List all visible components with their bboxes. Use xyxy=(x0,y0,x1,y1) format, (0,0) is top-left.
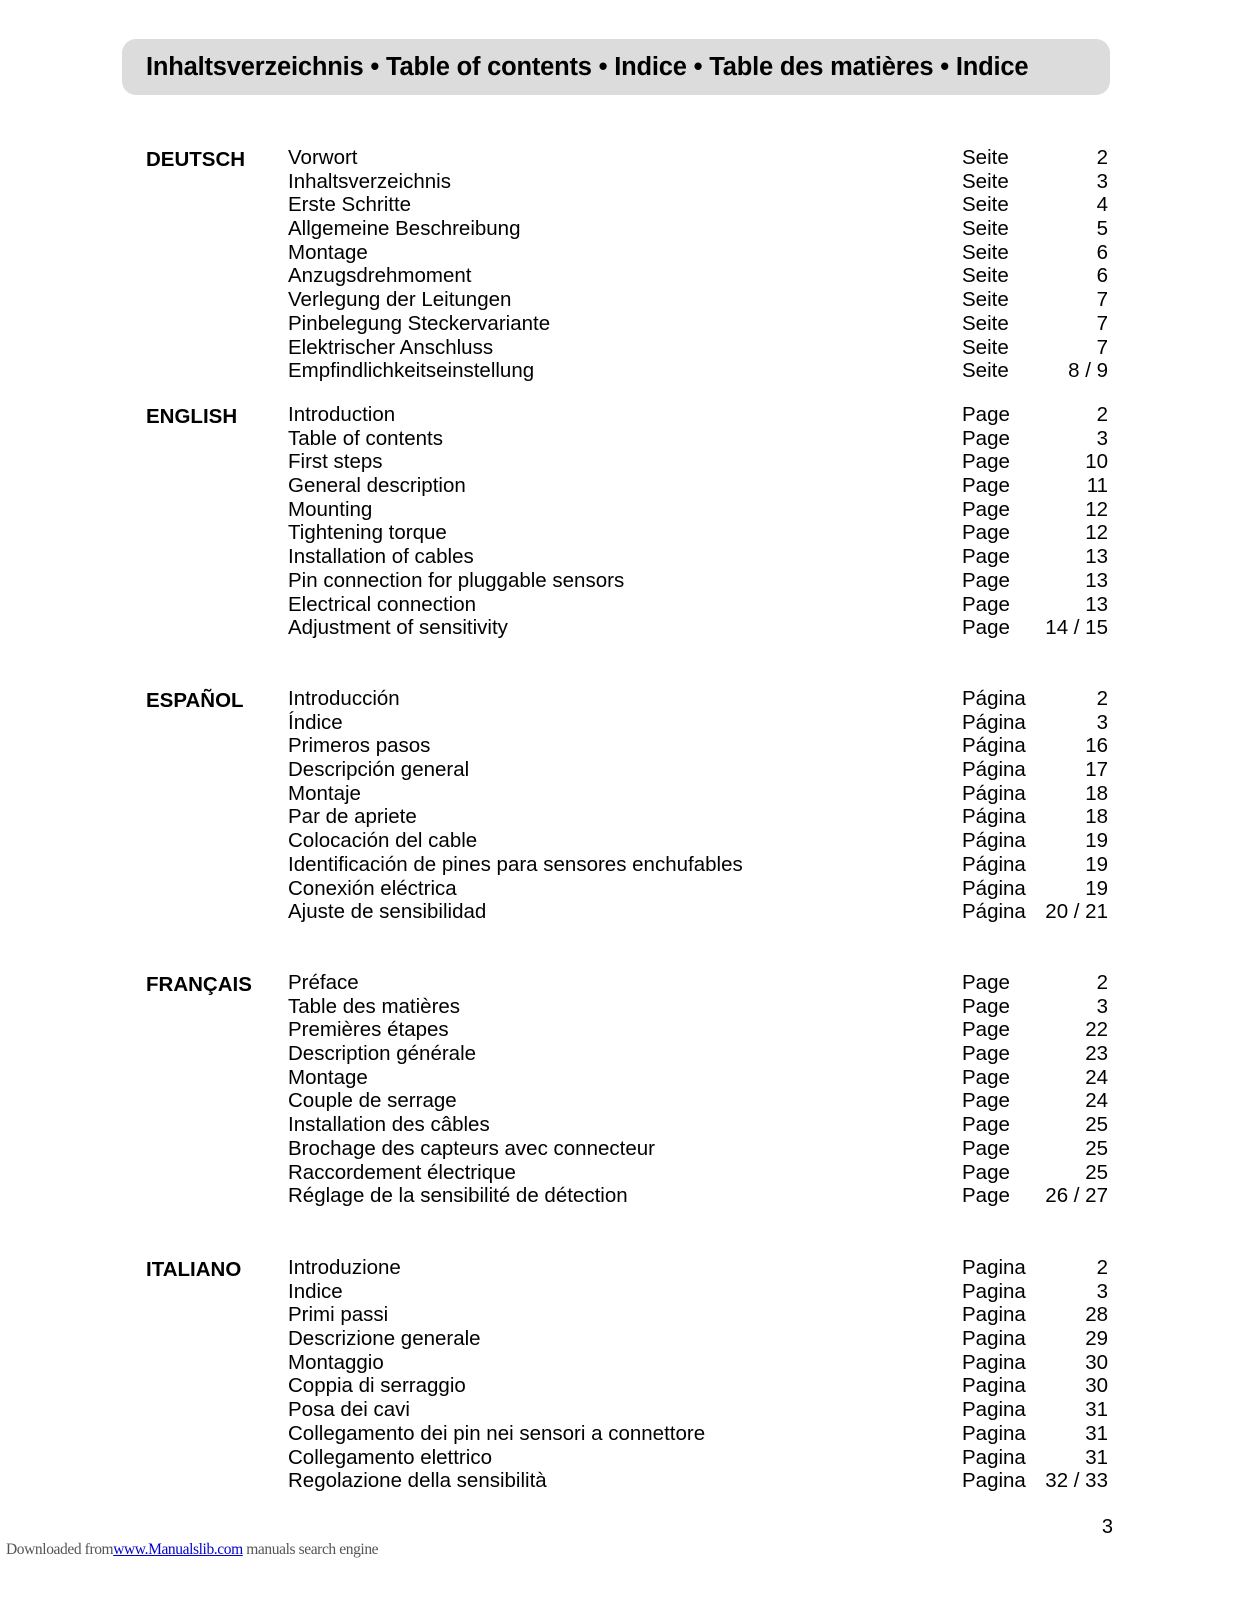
entry-page-number: 4 xyxy=(1096,193,1108,217)
entry-page-label: Página xyxy=(962,781,1026,805)
section-label: ITALIANO xyxy=(146,1258,242,1281)
entry-page-label: Seite xyxy=(962,311,1009,335)
entry-page-number: 7 xyxy=(1096,335,1108,359)
entry-page-label: Page xyxy=(962,1113,1010,1137)
toc-entry xyxy=(288,1137,1108,1161)
toc-entry xyxy=(288,1469,1108,1493)
entry-title: Tightening torque xyxy=(288,521,447,545)
entry-title: Installation des câbles xyxy=(288,1113,490,1137)
entry-page-label: Pagina xyxy=(962,1327,1026,1351)
entry-page-label: Pagina xyxy=(962,1279,1026,1303)
toc-entry xyxy=(288,1446,1108,1470)
entry-page-number: 2 xyxy=(1096,687,1108,710)
entry-title: Pinbelegung Steckervariante xyxy=(288,311,551,335)
entry-page-number: 24 xyxy=(1085,1065,1108,1089)
entry-page-number: 12 xyxy=(1085,497,1108,521)
entry-page-number: 22 xyxy=(1085,1018,1108,1042)
entry-page-label: Page xyxy=(962,994,1010,1018)
entry-page-number: 2 xyxy=(1096,971,1108,994)
entry-page-number: 13 xyxy=(1085,545,1108,569)
entry-page-number: 18 xyxy=(1085,781,1108,805)
entry-title: Electrical connection xyxy=(288,592,477,616)
toc-entry xyxy=(288,264,1108,288)
entry-page-label: Página xyxy=(962,876,1026,900)
entry-page-label: Página xyxy=(962,805,1026,829)
toc-entry xyxy=(288,1018,1108,1042)
entry-title: Descripción general xyxy=(288,758,470,782)
toc-entry xyxy=(288,1327,1108,1351)
footer-prefix: Downloaded from xyxy=(6,1541,114,1558)
entry-title: Installation of cables xyxy=(288,545,474,569)
entry-title: Inhaltsverzeichnis xyxy=(288,169,451,193)
toc-entry xyxy=(288,971,1108,995)
entry-page-number: 16 xyxy=(1085,734,1108,758)
entry-title: Primi passi xyxy=(288,1303,389,1327)
section-label: DEUTSCH xyxy=(146,148,246,171)
entry-page-label: Page xyxy=(962,1160,1010,1184)
entry-page-label: Seite xyxy=(962,359,1009,383)
toc-entry xyxy=(288,474,1108,498)
entry-title: Introduzione xyxy=(288,1256,401,1279)
section-label: ESPAÑOL xyxy=(146,689,244,712)
entry-title: Posa dei cavi xyxy=(288,1398,410,1422)
toc-entry xyxy=(288,829,1108,853)
entry-page-label: Page xyxy=(962,616,1010,640)
section-label: ENGLISH xyxy=(146,405,238,428)
toc-entry xyxy=(288,593,1108,617)
entry-page-label: Página xyxy=(962,687,1026,710)
entry-page-number: 19 xyxy=(1085,876,1108,900)
entry-page-number: 23 xyxy=(1085,1042,1108,1066)
entry-title: Anzugsdrehmoment xyxy=(288,264,472,288)
entry-page-number: 3 xyxy=(1096,426,1108,450)
toc-entry xyxy=(288,734,1108,758)
entry-page-number: 13 xyxy=(1085,568,1108,592)
toc-entry xyxy=(288,1422,1108,1446)
entry-title: Raccordement électrique xyxy=(288,1160,516,1184)
entry-title: Índice xyxy=(288,710,343,734)
entry-page-label: Pagina xyxy=(962,1421,1026,1445)
entry-page-label: Page xyxy=(962,1089,1010,1113)
entry-page-label: Pagina xyxy=(962,1256,1026,1279)
entry-title: Conexión eléctrica xyxy=(288,876,457,900)
toc-entry xyxy=(288,1113,1108,1137)
entry-page-number: 26 / 27 xyxy=(1045,1184,1108,1208)
toc-entry xyxy=(288,805,1108,829)
entry-page-label: Page xyxy=(962,545,1010,569)
entry-page-label: Pagina xyxy=(962,1445,1026,1469)
entry-page-label: Page xyxy=(962,971,1010,994)
toc-entry xyxy=(288,427,1108,451)
entry-page-label: Seite xyxy=(962,217,1009,241)
entry-page-label: Página xyxy=(962,710,1026,734)
entry-page-label: Seite xyxy=(962,288,1009,312)
entry-page-label: Page xyxy=(962,426,1010,450)
entry-page-number: 28 xyxy=(1085,1303,1108,1327)
entry-title: Préface xyxy=(288,971,359,994)
entry-page-label: Seite xyxy=(962,169,1009,193)
entry-page-label: Página xyxy=(962,852,1026,876)
entry-title: Description générale xyxy=(288,1042,477,1066)
entry-page-number: 3 xyxy=(1096,994,1108,1018)
entry-page-number: 6 xyxy=(1096,264,1108,288)
toc-entry xyxy=(288,1351,1108,1375)
entry-title: Collegamento elettrico xyxy=(288,1445,492,1469)
entry-page-number: 31 xyxy=(1085,1398,1108,1422)
toc-entry xyxy=(288,336,1108,360)
entry-page-number: 30 xyxy=(1085,1374,1108,1398)
entry-page-label: Pagina xyxy=(962,1303,1026,1327)
toc-entry xyxy=(288,877,1108,901)
entry-page-number: 18 xyxy=(1085,805,1108,829)
entry-title: Table of contents xyxy=(288,426,443,450)
entry-page-number: 8 / 9 xyxy=(1068,359,1108,383)
entry-title: Vorwort xyxy=(288,146,358,169)
entry-page-label: Page xyxy=(962,450,1010,474)
entry-title: Regolazione della sensibilità xyxy=(288,1469,547,1493)
toc-entry xyxy=(288,995,1108,1019)
toc-entry xyxy=(288,521,1108,545)
entry-page-number: 14 / 15 xyxy=(1045,616,1108,640)
toc-entry xyxy=(288,1184,1108,1208)
toc-entry xyxy=(288,217,1108,241)
entry-page-label: Page xyxy=(962,403,1010,426)
entry-page-label: Page xyxy=(962,497,1010,521)
entry-title: Verlegung der Leitungen xyxy=(288,288,512,312)
entry-page-label: Page xyxy=(962,592,1010,616)
toc-header-bar xyxy=(122,39,1110,95)
entry-page-label: Page xyxy=(962,1018,1010,1042)
entry-title: Montage xyxy=(288,1065,368,1089)
toc-entry xyxy=(288,1089,1108,1113)
entry-page-number: 2 xyxy=(1096,403,1108,426)
entry-title: Introducción xyxy=(288,687,400,710)
entry-page-number: 3 xyxy=(1096,710,1108,734)
entry-title: Couple de serrage xyxy=(288,1089,457,1113)
toc-entry xyxy=(288,450,1108,474)
toc-entry xyxy=(288,1280,1108,1304)
entry-page-number: 6 xyxy=(1096,240,1108,264)
entry-page-label: Page xyxy=(962,1065,1010,1089)
entry-list xyxy=(288,1256,1108,1493)
toc-entry xyxy=(288,1161,1108,1185)
entry-title: Elektrischer Anschluss xyxy=(288,335,494,359)
entry-list xyxy=(288,146,1108,383)
entry-page-label: Seite xyxy=(962,146,1009,169)
entry-title: Primeros pasos xyxy=(288,734,431,758)
entry-page-number: 2 xyxy=(1096,146,1108,169)
entry-title: General description xyxy=(288,474,466,498)
entry-page-label: Pagina xyxy=(962,1350,1026,1374)
toc-entry xyxy=(288,288,1108,312)
toc-entry xyxy=(288,1066,1108,1090)
toc-entry xyxy=(288,1303,1108,1327)
entry-title: Par de apriete xyxy=(288,805,417,829)
toc-entry xyxy=(288,170,1108,194)
entry-page-number: 19 xyxy=(1085,852,1108,876)
entry-page-number: 17 xyxy=(1085,758,1108,782)
entry-page-number: 25 xyxy=(1085,1136,1108,1160)
toc-entry xyxy=(288,241,1108,265)
entry-page-number: 2 xyxy=(1096,1256,1108,1279)
entry-title: Identificación de pines para sensores enchufables xyxy=(288,852,743,876)
entry-page-label: Page xyxy=(962,1184,1010,1208)
entry-title: Table des matières xyxy=(288,994,461,1018)
entry-title: Ajuste de sensibilidad xyxy=(288,900,487,924)
entry-page-label: Página xyxy=(962,829,1026,853)
entry-page-number: 7 xyxy=(1096,288,1108,312)
page-title: Inhaltsverzeichnis • Table of contents • Indice • Table des matières • Indice xyxy=(146,52,1029,81)
toc-entry xyxy=(288,900,1108,924)
entry-page-label: Seite xyxy=(962,240,1009,264)
entry-list xyxy=(288,687,1108,924)
entry-page-number: 31 xyxy=(1085,1445,1108,1469)
toc-entry xyxy=(288,403,1108,427)
entry-page-number: 3 xyxy=(1096,1279,1108,1303)
entry-title: First steps xyxy=(288,450,383,474)
entry-page-number: 19 xyxy=(1085,829,1108,853)
toc-entry xyxy=(288,1374,1108,1398)
entry-title: Montaje xyxy=(288,781,361,805)
toc-entry xyxy=(288,498,1108,522)
entry-title: Coppia di serraggio xyxy=(288,1374,466,1398)
entry-title: Allgemeine Beschreibung xyxy=(288,217,521,241)
entry-page-number: 25 xyxy=(1085,1160,1108,1184)
entry-page-label: Página xyxy=(962,734,1026,758)
entry-page-number: 5 xyxy=(1096,217,1108,241)
entry-page-number: 12 xyxy=(1085,521,1108,545)
entry-title: Brochage des capteurs avec connecteur xyxy=(288,1136,655,1160)
entry-title: Montage xyxy=(288,240,368,264)
page-number: 3 xyxy=(1101,1516,1113,1538)
entry-title: Erste Schritte xyxy=(288,193,412,217)
entry-page-label: Pagina xyxy=(962,1398,1026,1422)
toc-entry xyxy=(288,312,1108,336)
entry-list xyxy=(288,971,1108,1208)
entry-page-number: 20 / 21 xyxy=(1045,900,1108,924)
toc-entry xyxy=(288,1398,1108,1422)
section-label: FRANÇAIS xyxy=(146,973,252,996)
entry-page-label: Seite xyxy=(962,335,1009,359)
footer-suffix: manuals search engine xyxy=(242,1541,379,1558)
manualslib-link[interactable]: www.Manualslib.com xyxy=(113,1541,243,1558)
toc-entry xyxy=(288,359,1108,383)
entry-title: Pin connection for pluggable sensors xyxy=(288,568,625,592)
entry-page-number: 25 xyxy=(1085,1113,1108,1137)
entry-title: Descrizione generale xyxy=(288,1327,481,1351)
entry-page-number: 11 xyxy=(1086,474,1108,498)
entry-title: Colocación del cable xyxy=(288,829,478,853)
entry-page-label: Page xyxy=(962,1042,1010,1066)
entry-page-number: 3 xyxy=(1096,169,1108,193)
entry-title: Introduction xyxy=(288,403,396,426)
entry-title: Adjustment of sensitivity xyxy=(288,616,508,640)
entry-title: Mounting xyxy=(288,497,373,521)
entry-title: Réglage de la sensibilité de détection xyxy=(288,1184,628,1208)
toc-entry xyxy=(288,687,1108,711)
toc-entry xyxy=(288,758,1108,782)
entry-page-label: Seite xyxy=(962,193,1009,217)
toc-entry xyxy=(288,1256,1108,1280)
entry-page-number: 30 xyxy=(1085,1350,1108,1374)
entry-title: Premières étapes xyxy=(288,1018,449,1042)
entry-page-label: Page xyxy=(962,474,1010,498)
entry-title: Montaggio xyxy=(288,1350,384,1374)
entry-page-number: 31 xyxy=(1085,1421,1108,1445)
entry-page-number: 13 xyxy=(1085,592,1108,616)
toc-entry xyxy=(288,569,1108,593)
entry-title: Collegamento dei pin nei sensori a connettore xyxy=(288,1421,706,1445)
toc-entry xyxy=(288,711,1108,735)
entry-page-label: Pagina xyxy=(962,1469,1026,1493)
entry-page-number: 29 xyxy=(1085,1327,1108,1351)
entry-page-number: 10 xyxy=(1085,450,1108,474)
entry-list xyxy=(288,403,1108,640)
toc-entry xyxy=(288,146,1108,170)
entry-page-label: Pagina xyxy=(962,1374,1026,1398)
entry-title: Empfindlichkeitseinstellung xyxy=(288,359,535,383)
toc-entry xyxy=(288,545,1108,569)
entry-page-number: 32 / 33 xyxy=(1045,1469,1108,1493)
toc-entry xyxy=(288,193,1108,217)
entry-page-number: 24 xyxy=(1085,1089,1108,1113)
entry-page-label: Página xyxy=(962,758,1026,782)
download-footer xyxy=(6,1541,378,1559)
entry-page-label: Página xyxy=(962,900,1026,924)
entry-page-label: Page xyxy=(962,1136,1010,1160)
toc-entry xyxy=(288,782,1108,806)
toc-entry xyxy=(288,853,1108,877)
entry-title: Indice xyxy=(288,1279,343,1303)
entry-page-label: Seite xyxy=(962,264,1009,288)
entry-page-label: Page xyxy=(962,521,1010,545)
entry-page-label: Page xyxy=(962,568,1010,592)
entry-page-number: 7 xyxy=(1096,311,1108,335)
toc-entry xyxy=(288,616,1108,640)
toc-entry xyxy=(288,1042,1108,1066)
